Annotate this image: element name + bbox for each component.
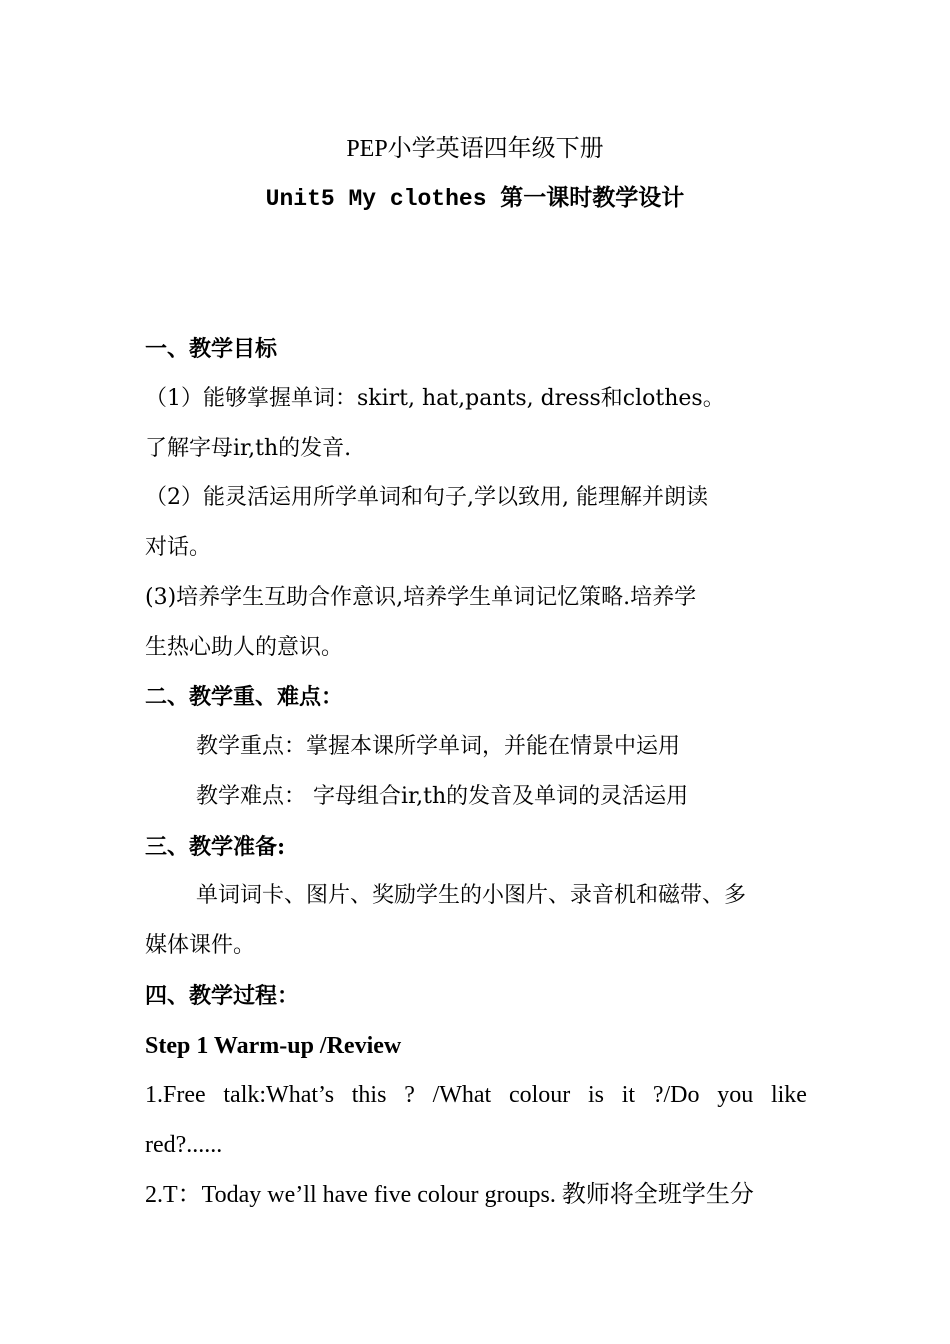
step1-item1 <box>145 1080 807 1110</box>
objectives-line: (3)培养学生互助合作意识,培养学生单词记忆策略.培养学 <box>145 585 697 610</box>
item1-word: it <box>621 1082 636 1108</box>
item1-word: /What <box>432 1082 492 1108</box>
item1-word: this <box>351 1082 387 1108</box>
item1-word: is <box>588 1082 605 1108</box>
objectives-heading: 一、教学目标 <box>145 336 278 362</box>
item1-word: you <box>717 1082 754 1108</box>
item1-word: ?/Do <box>652 1082 700 1108</box>
preparation-heading: 三、教学准备: <box>145 834 286 860</box>
step1-item2: 2.T：Today we’ll have five colour groups. 教师将全班学生分 <box>145 1182 754 1208</box>
item1-word: colour <box>508 1082 571 1108</box>
key-point-focus: 教学重点：掌握本课所学单词，并能在情景中运用 <box>196 734 681 759</box>
step1-item1-continued: red?...... <box>145 1132 223 1158</box>
objectives-line: 对话。 <box>145 535 212 560</box>
process-heading: 四、教学过程： <box>145 983 300 1009</box>
item1-word: ? <box>404 1082 415 1108</box>
item1-word: 1.Free <box>145 1082 206 1108</box>
objectives-line: 生热心助人的意识。 <box>145 635 344 660</box>
preparation-line: 单词词卡、图片、奖励学生的小图片、录音机和磁带、多 <box>196 883 747 908</box>
document-title: PEP小学英语四年级下册 <box>346 136 604 162</box>
step1-title: Step 1 Warm-up /Review <box>145 1033 402 1059</box>
objectives-line: （2）能灵活运用所学单词和句子,学以致用, 能理解并朗读 <box>145 485 708 510</box>
preparation-line: 媒体课件。 <box>145 933 256 958</box>
document-subtitle: Unit5 My clothes 第一课时教学设计 <box>265 186 685 212</box>
key-point-difficulty: 教学难点： 字母组合ir,th的发音及单词的灵活运用 <box>196 784 689 809</box>
objectives-line: （1）能够掌握单词：skirt, hat,pants, dress和clothes。 <box>145 386 725 411</box>
key-points-heading: 二、教学重、难点： <box>145 684 344 710</box>
item1-word: talk:What’s <box>223 1082 335 1108</box>
objectives-line: 了解字母ir,th的发音. <box>145 436 352 461</box>
item1-word: like <box>770 1082 807 1108</box>
